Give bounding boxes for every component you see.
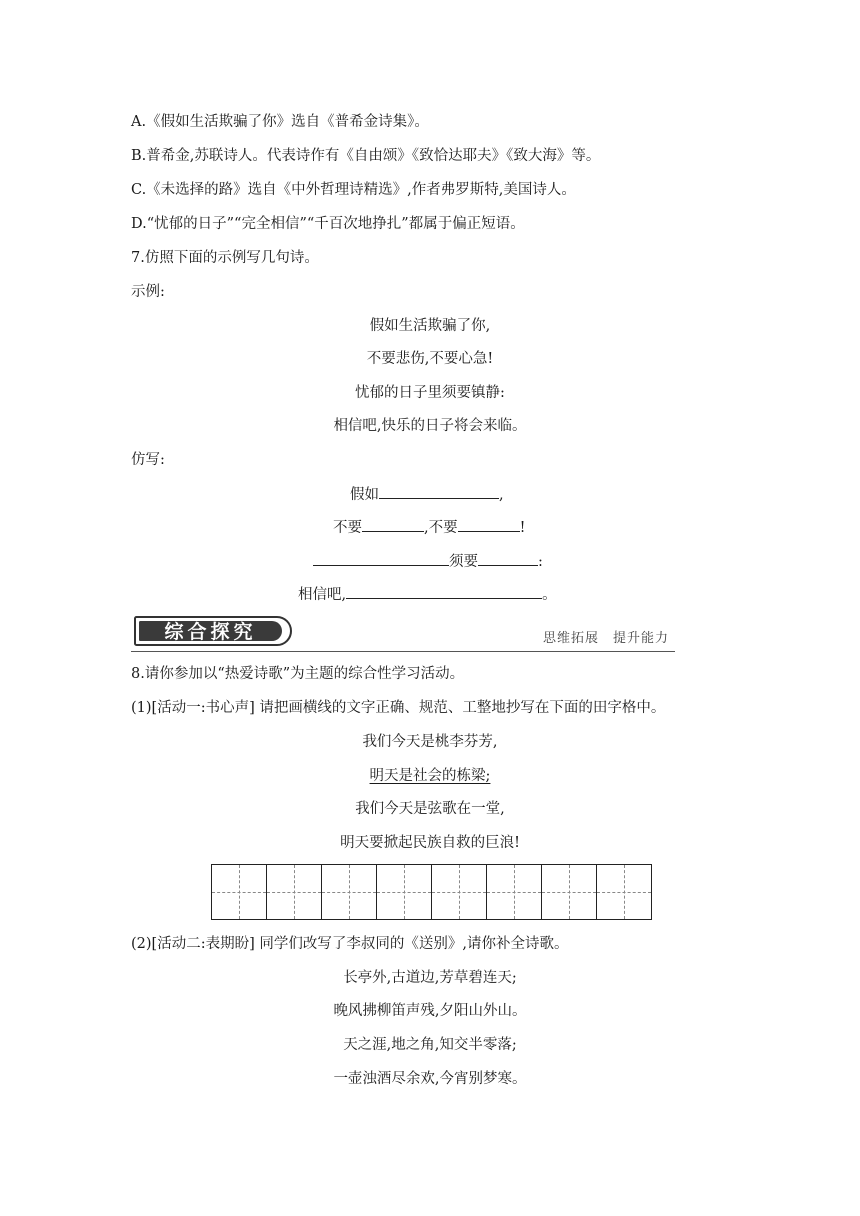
imitate-line-3-suffix: : [538, 554, 543, 570]
banner-tag-ability: 提升能力 [612, 631, 669, 646]
answer-blank[interactable] [379, 484, 499, 499]
grid-cell[interactable] [541, 864, 597, 920]
banner-title: 综合探究 [139, 621, 282, 641]
imitate-label: 仿写: [131, 452, 165, 468]
banner-divider [131, 651, 675, 652]
imitate-line-2-mid: ,不要 [424, 520, 458, 536]
poem1-line-3: 我们今天是弦歌在一堂, [355, 801, 505, 817]
poem1-line-4: 明天要掀起民族自救的巨浪! [340, 835, 520, 851]
imitate-line-2-prefix: 不要 [333, 520, 362, 536]
grid-cell[interactable] [596, 864, 652, 920]
activity-1-instruction: (1)[活动一:书心声] 请把画横线的文字正确、规范、工整地抄写在下面的田字格中。 [131, 700, 666, 716]
option-d: D.“忧郁的日子”“完全相信”“千百次地挣扎”都属于偏正短语。 [131, 216, 525, 232]
imitate-line-1-suffix: , [499, 487, 504, 503]
banner-tab [134, 616, 292, 646]
grid-cell[interactable] [431, 864, 487, 920]
answer-blank[interactable] [362, 517, 424, 532]
example-line-2: 不要悲伤,不要心急! [366, 351, 494, 367]
grid-cell[interactable] [321, 864, 377, 920]
imitate-line-4-prefix: 相信吧, [298, 587, 347, 603]
imitate-line-3 [313, 551, 543, 572]
example-label: 示例: [131, 284, 165, 300]
example-line-4: 相信吧,快乐的日子将会来临。 [333, 418, 527, 434]
poem2-line-4: 一壶浊酒尽余欢,今宵别梦寒。 [333, 1071, 527, 1087]
option-b: B.普希金,苏联诗人。代表诗作有《自由颂》《致恰达耶夫》《致大海》等。 [131, 148, 601, 164]
answer-blank[interactable] [478, 551, 538, 566]
poem2-line-3: 天之涯,地之角,知交半零落; [343, 1037, 517, 1053]
example-line-1: 假如生活欺骗了你, [369, 318, 491, 334]
poem2-line-2: 晚风拂柳笛声残,夕阳山外山。 [333, 1003, 527, 1019]
example-line-3: 忧郁的日子里须要镇静: [355, 385, 505, 401]
grid-cell[interactable] [211, 864, 267, 920]
banner-tag-thinking: 思维拓展 [542, 631, 599, 646]
grid-cell[interactable] [266, 864, 322, 920]
imitate-line-4-suffix: 。 [542, 587, 557, 603]
imitate-line-1 [350, 484, 504, 505]
imitate-line-4 [298, 584, 557, 605]
grid-cell[interactable] [376, 864, 432, 920]
tianzige-grid [211, 864, 652, 920]
activity-2-instruction: (2)[活动二:表期盼] 同学们改写了李叔同的《送别》,请你补全诗歌。 [131, 936, 569, 952]
option-c: C.《未选择的路》选自《中外哲理诗精选》,作者弗罗斯特,美国诗人。 [131, 182, 576, 198]
poem1-line-2-wrap [0, 766, 860, 786]
answer-blank[interactable] [458, 517, 520, 532]
imitate-line-1-prefix: 假如 [350, 487, 379, 503]
answer-blank[interactable] [313, 551, 449, 566]
poem2-line-1: 长亭外,古道边,芳草碧连天; [343, 970, 517, 986]
poem1-line-1: 我们今天是桃李芬芳, [362, 734, 498, 750]
option-a: A.《假如生活欺骗了你》选自《普希金诗集》。 [131, 114, 429, 130]
imitate-line-2-suffix: ! [519, 520, 526, 536]
imitate-line-3-mid: 须要 [449, 554, 478, 570]
section-banner [131, 614, 675, 652]
banner-tags [543, 627, 669, 646]
q7-prompt: 7.仿照下面的示例写几句诗。 [131, 250, 319, 266]
answer-blank[interactable] [346, 584, 542, 599]
poem1-line-2-underlined: 明天是社会的栋梁; [369, 768, 491, 784]
grid-cell[interactable] [486, 864, 542, 920]
imitate-line-2 [333, 517, 525, 538]
q8-prompt: 8.请你参加以“热爱诗歌”为主题的综合性学习活动。 [131, 666, 465, 682]
